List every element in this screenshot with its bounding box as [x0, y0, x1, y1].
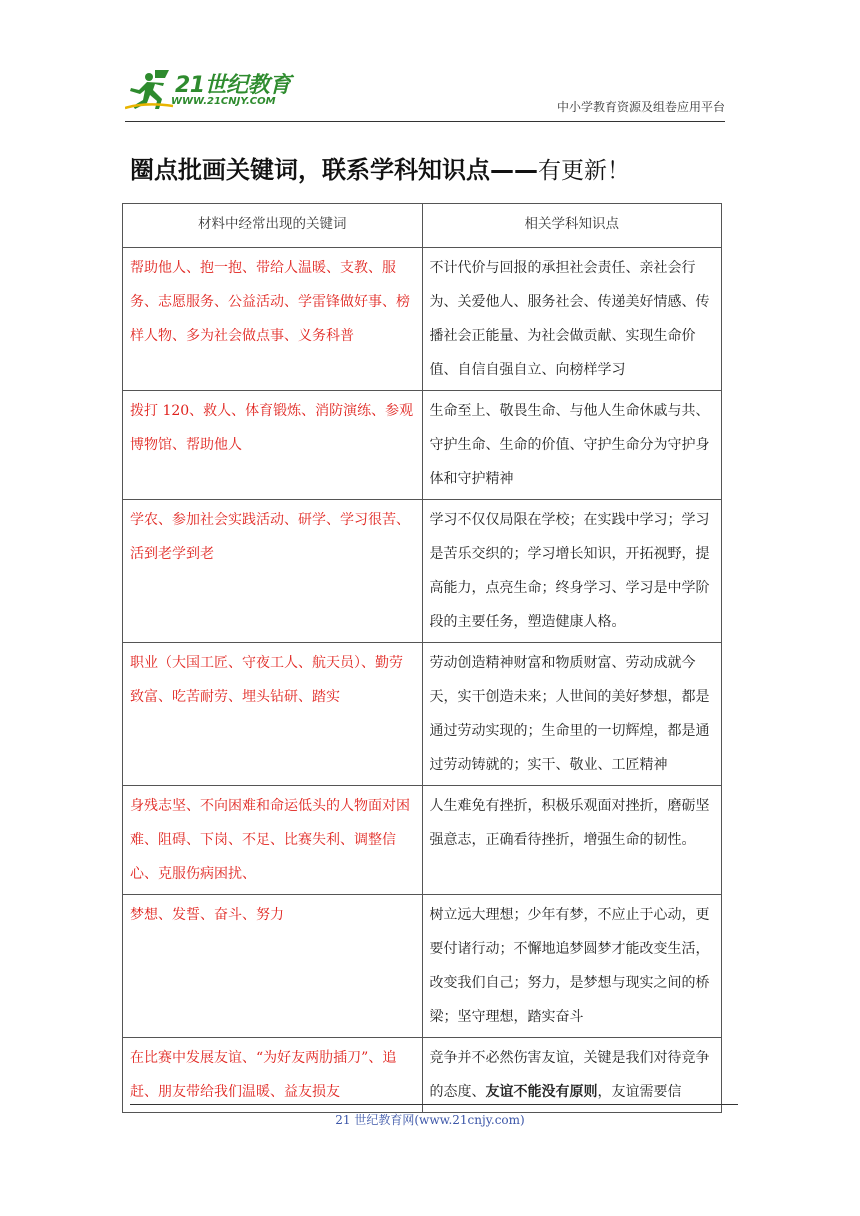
knowledge-cell: 树立远大理想；少年有梦，不应止于心动，更要付诸行动；不懈地追梦圆梦才能改变生活，改变我们自己；努力，是梦想与现实之间的桥梁；坚守理想，踏实奋斗	[422, 895, 722, 1038]
title-suffix: 有更新！	[538, 158, 630, 184]
footer-divider	[130, 1104, 738, 1105]
knowledge-cell: 学习不仅仅局限在学校；在实践中学习；学习是苦乐交织的；学习增长知识，开拓视野，提高能力，点亮生命；终身学习、学习是中学阶段的主要任务，塑造健康人格。	[422, 500, 722, 643]
page-header	[125, 60, 725, 122]
knowledge-cell	[422, 1038, 722, 1113]
column-header-knowledge: 相关学科知识点	[422, 204, 722, 248]
knowledge-cell: 不计代价与回报的承担社会责任、亲社会行为、关爱他人、服务社会、传递美好情感、传播社会正能量、为社会做贡献、实现生命价值、自信自强自立、向榜样学习	[422, 248, 722, 391]
keywords-cell: 在比赛中发展友谊、“为好友两肋插刀”、追赶、朋友带给我们温暖、益友损友	[123, 1038, 423, 1113]
logo	[125, 68, 295, 114]
keyword-table	[122, 203, 722, 1113]
knowledge-emphasis: 友谊不能没有原则	[485, 1084, 598, 1100]
table-row	[123, 500, 722, 643]
table-row	[123, 643, 722, 786]
footer-text: 21 世纪教育网(www.21cnjy.com)	[335, 1113, 525, 1127]
keywords-cell: 梦想、发誓、奋斗、努力	[123, 895, 423, 1038]
page-title	[130, 150, 630, 185]
table-row	[123, 1038, 722, 1113]
keywords-cell: 职业（大国工匠、守夜工人、航天员）、勤劳致富、吃苦耐劳、埋头钻研、踏实	[123, 643, 423, 786]
header-divider	[125, 121, 725, 122]
knowledge-cell: 劳动创造精神财富和物质财富、劳动成就今天，实干创造未来；人世间的美好梦想，都是通过劳动实现的；生命里的一切辉煌，都是通过劳动铸就的；实干、敬业、工匠精神	[422, 643, 722, 786]
keywords-cell: 帮助他人、抱一抱、带给人温暖、支教、服务、志愿服务、公益活动、学雷锋做好事、榜样人物、多为社会做点事、义务科普	[123, 248, 423, 391]
table-row	[123, 895, 722, 1038]
keywords-cell: 身残志坚、不向困难和命运低头的人物面对困难、阻碍、下岗、不足、比赛失利、调整信心、克服伤病困扰、	[123, 786, 423, 895]
keywords-cell: 拨打 120、救人、体育锻炼、消防演练、参观博物馆、帮助他人	[123, 391, 423, 500]
knowledge-text: 竞争并不必然伤害友谊，关键是我们对待竞争的态度、	[429, 1050, 710, 1100]
knowledge-cell: 人生难免有挫折，积极乐观面对挫折，磨砺坚强意志，正确看待挫折，增强生命的韧性。	[422, 786, 722, 895]
keywords-cell: 学农、参加社会实践活动、研学、学习很苦、活到老学到老	[123, 500, 423, 643]
table-row	[123, 248, 722, 391]
knowledge-cell: 生命至上、敬畏生命、与他人生命休戚与共、守护生命、生命的价值、守护生命分为守护身体和守护精神	[422, 391, 722, 500]
runner-logo-icon	[125, 68, 177, 110]
column-header-keywords: 材料中经常出现的关键词	[123, 204, 423, 248]
table-row	[123, 786, 722, 895]
knowledge-text: ，友谊需要信	[597, 1084, 682, 1100]
platform-name: 中小学教育资源及组卷应用平台	[556, 100, 725, 114]
table-row	[123, 391, 722, 500]
logo-text: 21世纪教育	[175, 73, 291, 98]
logo-url: WWW.21CNJY.COM	[171, 96, 276, 107]
title-main: 圈点批画关键词，联系学科知识点——	[130, 156, 538, 184]
table-header-row	[123, 204, 722, 248]
